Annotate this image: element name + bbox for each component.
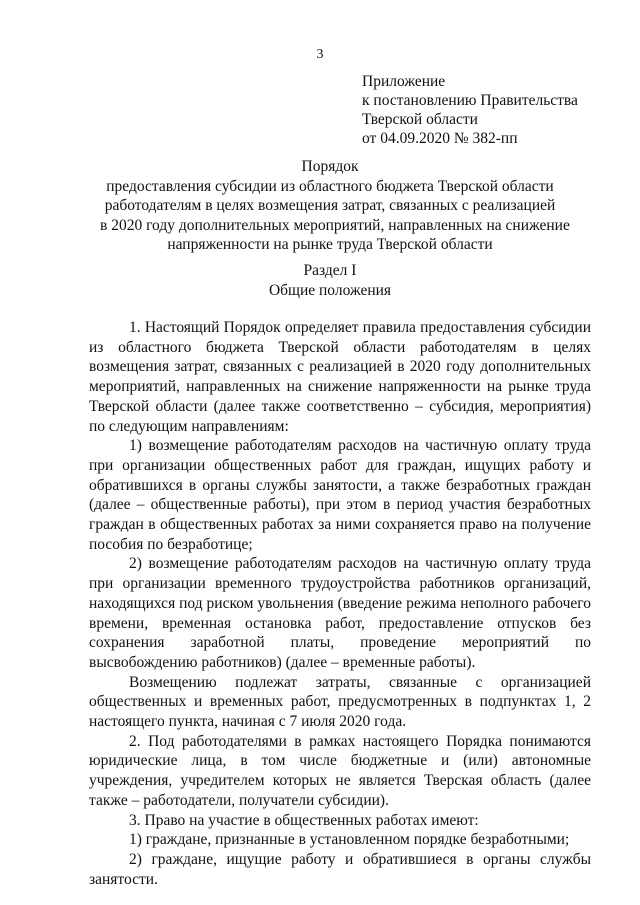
paragraph: 2) граждане, ищущие работу и обратившиеся в органы службы занятости. (89, 850, 591, 888)
appendix-line: от 04.09.2020 № 382-пп (362, 130, 518, 147)
paragraph: 1) возмещение работодателям расходов на частичную оплату труда при организации общественных работ для граждан, ищущих работу и обратившихся в органы службы занятости, а также безработных граждан (далее – общественные работы), при этом в период участия безработных граждан в общественных работах за ними сохраняется право на получение пособия по безработице; (89, 437, 591, 553)
paragraph: 1. Настоящий Порядок определяет правила предоставления субсидии из областного бюджета Тверской области работодателям в целях возмещения затрат, связанных с реализацией в 2020 году дополнительных мероприятий, направленных на снижение напряженности на рынке труда Тверской области (далее также соответственно – субсидия, мероприятия) по следующим направлениям: (89, 319, 591, 435)
section-heading (100, 261, 560, 300)
section-name: Общие положения (268, 281, 392, 299)
section-number: Раздел I (303, 262, 357, 279)
appendix-header (362, 72, 578, 148)
appendix-line: Приложение (362, 73, 446, 90)
title-line: напряженности на рынке труда Тверской области (167, 236, 493, 253)
paragraph: 2) возмещение работодателям расходов на частичную оплату труда при организации временного трудоустройства работников организаций, находящихся под риском увольнения (введение режима неполного рабочего времени, временная остановка работ, предоставление отпусков без сохранения заработной платы, проведение мероприятий по высвобождению работников) (далее – временные работы). (89, 555, 591, 671)
paragraph: 3. Право на участие в общественных работах имеют: (129, 811, 479, 829)
document-body (89, 318, 591, 889)
appendix-line: к постановлению Правительства (362, 92, 578, 109)
paragraph: 1) граждане, признанные в установленном порядке безработными; (129, 831, 570, 849)
title-line: в 2020 году дополнительных мероприятий, направленных на снижение (100, 216, 570, 234)
appendix-line: Тверской области (362, 111, 478, 128)
paragraph: 2. Под работодателями в рамках настоящего Порядка понимаются юридические лица, в том числе бюджетные и (или) автономные учреждения, учредителем которых не является Тверская область (далее также – работодатели, получатели субсидии). (89, 732, 591, 809)
title-line: работодателям в целях возмещения затрат, связанных с реализацией (104, 197, 556, 214)
paragraph: Возмещению подлежат затраты, связанные с организацией общественных и временных работ, предусмотренных в подпунктах 1, 2 настоящего пункта, начиная с 7 июля 2020 года. (89, 673, 591, 731)
page-number: 3 (316, 47, 324, 62)
title-heading: Порядок (301, 158, 359, 175)
document-title (100, 157, 570, 255)
title-line: предоставления субсидии из областного бюджета Тверской области (106, 177, 554, 195)
